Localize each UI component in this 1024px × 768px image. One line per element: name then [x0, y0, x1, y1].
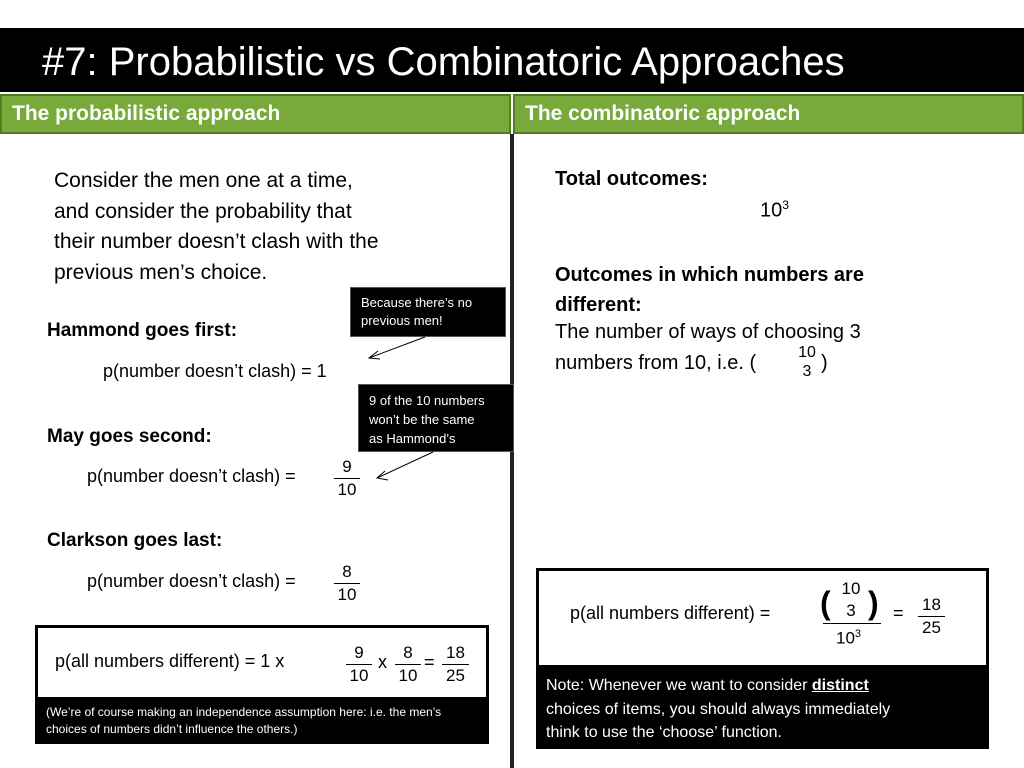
fraction-denominator: 25: [922, 618, 941, 637]
binomial-close-paren-large: ): [868, 585, 879, 621]
lead-line: previous men’s choice.: [54, 260, 268, 284]
fraction-denominator: 25: [446, 666, 465, 685]
power-exponent: 3: [854, 628, 862, 640]
independence-note: [35, 697, 489, 744]
binomial-bottom: 3: [846, 601, 856, 620]
times-sign: x: [378, 652, 387, 672]
total-outcomes-label: Total outcomes:: [555, 168, 708, 190]
choosing-text-line1: The number of ways of choosing 3: [555, 321, 861, 343]
fraction-numerator: 18: [918, 594, 945, 617]
lead-line: their number doesn’t clash with the: [54, 230, 379, 253]
fraction-bar: [823, 623, 881, 624]
note-line: choices of numbers didn’t influence the others.): [46, 722, 298, 736]
binomial-close-paren: ): [821, 352, 828, 374]
fraction-numerator: 18: [442, 642, 469, 665]
label-line: different:: [555, 294, 642, 316]
binomial-coefficient: [836, 578, 866, 622]
fraction-denominator: 10: [337, 480, 357, 499]
may-heading: May goes second:: [47, 426, 212, 447]
callout-line: Because there’s no: [361, 295, 473, 310]
fraction-numerator: 8: [395, 642, 421, 665]
clarkson-expr: p(number doesn’t clash) =: [87, 571, 296, 591]
result-answer-fraction: [442, 642, 469, 687]
combinatoric-result-expr: p(all numbers different) =: [570, 603, 771, 623]
may-expr: p(number doesn’t clash) =: [87, 466, 296, 486]
power-base: 10: [760, 199, 783, 222]
callout-line: 9 of the 10 numbers: [369, 393, 485, 408]
fraction-numerator: 9: [346, 642, 372, 665]
power-base: 10: [836, 628, 855, 648]
note-line: (We’re of course making an independence assumption here: i.e. the men’s: [46, 705, 442, 719]
note-line: choices of items, you should always immediately: [546, 700, 891, 718]
hammond-heading: Hammond goes first:: [47, 320, 238, 341]
arrow-line: [377, 452, 433, 478]
combinatoric-equals: =: [893, 603, 904, 623]
binomial-open-paren: (: [820, 585, 831, 621]
emphasis-distinct: distinct: [811, 677, 869, 694]
different-outcomes-label: [555, 260, 864, 320]
binomial-top: 10: [841, 579, 861, 598]
fraction-denominator: 10: [349, 666, 369, 685]
lead-line: Consider the men one at a time,: [54, 169, 353, 192]
combinatoric-answer-fraction: [918, 594, 945, 639]
fraction-denominator: 10: [398, 666, 418, 685]
choose-function-note: [536, 665, 989, 749]
combinatoric-header: The combinatoric approach: [513, 94, 1024, 134]
fraction-numerator: 8: [334, 561, 360, 584]
choosing-text-line2: numbers from 10, i.e. (: [555, 352, 757, 374]
callout-line: previous men!: [361, 313, 443, 328]
lead-line: and consider the probability that: [54, 199, 352, 223]
label-line: Outcomes in which numbers are: [555, 264, 864, 286]
callout-line: won’t be the same: [369, 412, 475, 427]
clarkson-heading: Clarkson goes last:: [47, 530, 223, 551]
probabilistic-header: The probabilistic approach: [0, 94, 511, 134]
binomial-inline: [795, 343, 819, 381]
binomial-top: 10: [798, 344, 816, 361]
result-fraction-1: [346, 642, 372, 687]
total-outcomes-value: [760, 198, 789, 223]
fraction-numerator: 9: [334, 456, 360, 479]
equals-sign: =: [424, 652, 435, 672]
page-title: #7: Probabilistic vs Combinatoric Approaches: [42, 40, 845, 84]
arrow-line: [369, 337, 425, 358]
callout-line: as Hammond’s: [369, 431, 456, 446]
power-exponent: 3: [782, 198, 789, 212]
hammond-expr: p(number doesn’t clash) = 1: [103, 361, 327, 381]
binomial-bottom: 3: [802, 363, 812, 380]
result-expr: p(all numbers different) = 1 x: [55, 651, 285, 671]
note-line: think to use the ‘choose’ function.: [546, 724, 782, 741]
note-line: Note: Whenever we want to consider distinct: [546, 677, 869, 694]
combinatoric-denominator: [836, 628, 861, 649]
fraction-denominator: 10: [337, 585, 357, 604]
result-fraction-2: [395, 642, 421, 687]
